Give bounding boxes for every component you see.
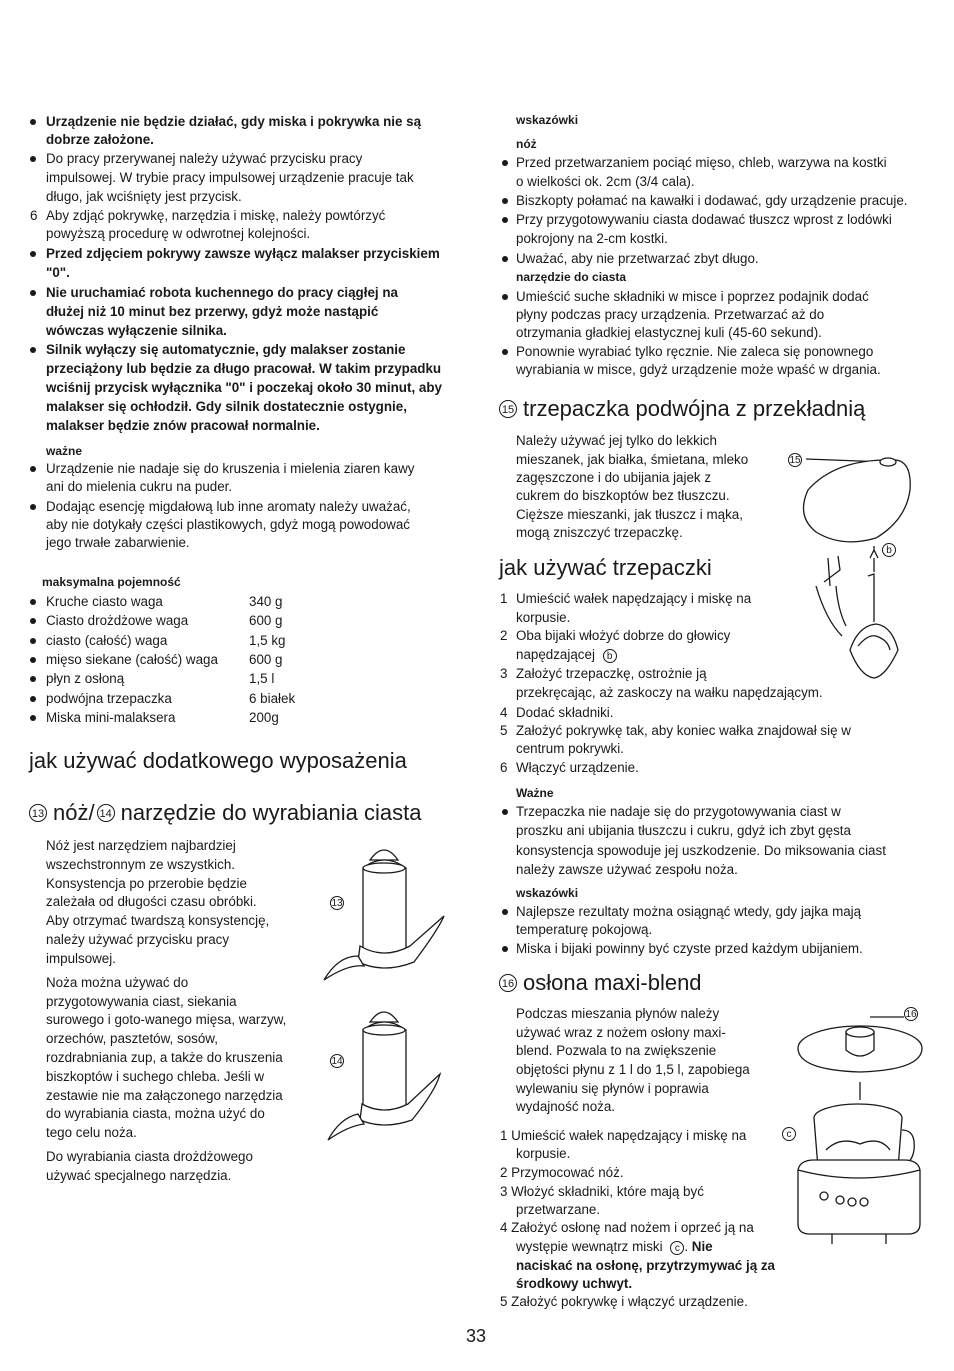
text-line: 1 Umieścić wałek napędzający i miskę na: [500, 1128, 747, 1143]
capacity-value: 1,5 l: [249, 671, 275, 686]
warning-line: Silnik wyłączy się automatycznie, gdy malakser zostanie: [46, 342, 406, 357]
page-number: 33: [466, 1326, 487, 1346]
text-line: cukrem do biszkoptów bez tłuszczu.: [516, 488, 730, 503]
accessories-heading: jak używać dodatkowego wyposażenia: [29, 748, 407, 773]
text-line: 5 Założyć pokrywkę i włączyć urządzenie.: [500, 1294, 748, 1309]
text-line: Noża można używać do: [46, 975, 189, 990]
capacity-value: 600 g: [249, 613, 283, 628]
text-line: o wielkości ok. 2cm (3/4 cala).: [516, 174, 695, 189]
text-line: biszkoptów i suchego chleba. Jeśli w: [46, 1069, 265, 1084]
text-line: impulsowej.: [46, 951, 116, 966]
section-label: nóż: [516, 137, 537, 151]
bullet: [502, 349, 508, 355]
bullet: [30, 715, 36, 721]
text-line: korpusie.: [516, 1146, 571, 1161]
text-line: używać specjalnego narzędzia.: [46, 1168, 232, 1183]
bullet: [30, 696, 36, 702]
bullet: [30, 290, 36, 296]
warning-line: Przed zdjęciem pokrywy zawsze wyłącz malakser przyciskiem: [46, 246, 440, 261]
text-line: mogą zniszczyć trzepaczkę.: [516, 525, 683, 540]
step-number: 5: [500, 723, 508, 738]
text-line: otrzymania gładkiej elastycznej kuli (45-60 sekund).: [516, 325, 822, 340]
bullet: [30, 618, 36, 624]
text-line: Aby otrzymać twardszą konsystencję,: [46, 913, 270, 928]
text-line: do wyrabiania ciasta, można użyć do: [46, 1106, 265, 1121]
text-line: surowego i goto-wanego mięsa, warzyw,: [46, 1012, 287, 1027]
number-15-icon: 15: [499, 400, 517, 418]
text-line: długo, jak wciśnięty jest przycisk.: [46, 189, 242, 204]
number-14-icon: 14: [97, 804, 115, 822]
maxi-blend-illustration: [790, 1010, 940, 1260]
section-label: ważne: [46, 444, 83, 458]
text-line: należy zawsze używać zespołu noża.: [516, 862, 738, 877]
label-14-icon: 14: [331, 1056, 343, 1067]
text-line: Przy przygotowywaniu ciasta dodawać tłuszcz wprost z lodówki: [516, 212, 892, 227]
label-13-icon: 13: [331, 898, 343, 909]
text-line: Urządzenie nie nadaje się do kruszenia i mielenia ziaren kawy: [46, 461, 415, 476]
text-line: proszku ani ubijania tłuszczu i cukru, gdyż ich zbyt gęsta: [516, 823, 851, 838]
text-line: przygotowywania ciast, siekania: [46, 994, 237, 1009]
bullet: [30, 638, 36, 644]
step-number: 2: [500, 628, 508, 643]
warning-line: malakser będzie znów pracował normalnie.: [46, 418, 320, 433]
warning-line: wciśnij przycisk wyłącznika "0" i poczekaj około 30 minut, aby: [46, 380, 442, 395]
text-line: Umieścić wałek napędzający i miskę na: [516, 591, 752, 606]
warning-line: naciskać na osłonę, przytrzymywać ją za: [516, 1258, 776, 1273]
text-line: Aby zdjąć pokrywkę, narzędzia i miskę, należy powtórzyć: [46, 208, 386, 223]
bullet: [30, 676, 36, 682]
text-line: blend. Pozwala to na zwiększenie: [516, 1043, 717, 1058]
text-line: Nóż jest narzędziem najbardziej: [46, 838, 236, 853]
text-line: Założyć pokrywkę tak, aby koniec wałka znajdował się w: [516, 723, 851, 738]
text-line: korpusie.: [516, 610, 571, 625]
text-line: impulsowej. W trybie pracy impulsowej urządzenie pracuje tak: [46, 170, 414, 185]
text-line: zagęszczone i do ubijania jajek z: [516, 470, 712, 485]
step-number: 4: [500, 705, 508, 720]
text-line: temperaturę pokojową.: [516, 922, 653, 937]
text-line: Ponownie wyrabiać tylko ręcznie. Nie zaleca się ponownego: [516, 344, 874, 359]
step-number: 1: [500, 591, 508, 606]
text-line: Dodać składniki.: [516, 705, 614, 720]
text-line: Podczas mieszania płynów należy: [516, 1006, 720, 1021]
text-line: centrum pokrywki.: [516, 741, 624, 756]
knife-blade-illustration: [318, 838, 448, 988]
capacity-item: Miska mini-malaksera: [46, 710, 176, 725]
section-label: narzędzie do ciasta: [516, 270, 627, 284]
number-16-icon: 16: [499, 974, 517, 992]
text-line: Oba bijaki włożyć dobrze do głowicy: [516, 628, 731, 643]
bullet: [30, 599, 36, 605]
capacity-item: Ciasto drożdżowe waga: [46, 613, 189, 628]
text-line: przekręcając, aż zaskoczy na wałku napędzającym.: [516, 685, 823, 700]
text-line: Cięższe mieszanki, jak tłuszcz i mąka,: [516, 507, 743, 522]
text-line: płyny podczas pracy urządzenia. Przetwarzać aż do: [516, 307, 825, 322]
warning-line: przeciążony lub będzie za długo pracował. W takim przypadku: [46, 361, 442, 376]
capacity-value: 200g: [249, 710, 279, 725]
bullet: [502, 217, 508, 223]
warning-line: dłużej niż 10 minut bez przerwy, gdyż może nastąpić: [46, 304, 379, 319]
text-line: Założyć trzepaczkę, ostrożnie ją: [516, 666, 707, 681]
text-line: jego trwałe zabarwienie.: [46, 535, 190, 550]
warning-line: Urządzenie nie będzie działać, gdy miska i pokrywka nie są: [46, 114, 422, 129]
text-line: wydajność noża.: [516, 1099, 615, 1114]
capacity-value: 6 białek: [249, 691, 296, 706]
text-line: używać wraz z nożem osłony maxi-: [516, 1025, 726, 1040]
bullet: [502, 294, 508, 300]
text-line: pokrojony na 2-cm kostki.: [516, 231, 668, 246]
text-line: rozdrabniania zup, a także do kruszenia: [46, 1050, 283, 1065]
bullet: [502, 946, 508, 952]
label-b-icon: b: [882, 543, 896, 557]
text-line: Najlepsze rezultaty można osiągnąć wtedy, gdy jajka mają: [516, 904, 862, 919]
bullet: [30, 657, 36, 663]
text-line: Włączyć urządzenie.: [516, 760, 639, 775]
text-line: ani do mielenia cukru na puder.: [46, 479, 233, 494]
text-line: zależała od długości czasu obróbki.: [46, 894, 257, 909]
bullet: [502, 909, 508, 915]
text-line: 4 Założyć osłonę nad nożem i oprzeć ją na: [500, 1220, 754, 1235]
text-line: Do pracy przerywanej należy używać przycisku pracy: [46, 151, 363, 166]
text-line: wylewaniu się płynów i poprawia: [516, 1081, 709, 1096]
text-line: Biszkopty połamać na kawałki i dodawać, gdy urządzenie pracuje.: [516, 193, 908, 208]
knife-heading: 13 nóż/ 14 narzędzie do wyrabiania ciasta: [29, 800, 421, 826]
text-line: Dodając esencję migdałową lub inne aromaty należy uważać,: [46, 499, 411, 514]
bullet: [30, 156, 36, 162]
step-number: 6: [500, 760, 508, 775]
text-line: orzechów, pasztetów, sosów,: [46, 1031, 218, 1046]
text-line: przetwarzane.: [516, 1202, 601, 1217]
capacity-item: Kruche ciasto waga: [46, 594, 163, 609]
capacity-item: ciasto (całość) waga: [46, 633, 168, 648]
text-line: napędzającej b: [516, 646, 617, 664]
bullet: [502, 160, 508, 166]
text-line: objętości płynu z 1 l do 1,5 l, zapobiega: [516, 1062, 750, 1077]
text-line: należy używać przycisku pracy: [46, 932, 230, 947]
ref-c-icon: c: [670, 1241, 684, 1255]
text-line: mieszanek, jak białka, śmietana, mleko: [516, 452, 749, 467]
text-line: aby nie dotykały części plastikowych, gdyż mogą powodować: [46, 517, 410, 532]
text-line: Uważać, aby nie przetwarzać zbyt długo.: [516, 251, 759, 266]
how-to-use-whisk-heading: jak używać trzepaczki: [499, 555, 712, 580]
capacity-item: podwójna trzepaczka: [46, 691, 172, 706]
section-label: Ważne: [516, 786, 554, 800]
label-c-icon: c: [782, 1127, 796, 1141]
text-line: Do wyrabiania ciasta drożdżowego: [46, 1149, 253, 1164]
warning-line: wówczas wyłączenie silnika.: [46, 323, 227, 338]
bullet: [502, 256, 508, 262]
text-line: Konsystencja po przerobie będzie: [46, 876, 247, 891]
capacity-value: 600 g: [249, 652, 283, 667]
warning-line: "0".: [46, 265, 70, 280]
bullet: [30, 347, 36, 353]
warning-line: Nie uruchamiać robota kuchennego do pracy ciągłej na: [46, 285, 398, 300]
step-number: 6: [30, 208, 38, 223]
maxi-blend-heading: 16 osłona maxi-blend: [499, 970, 702, 996]
text-line: wyrabiania w misce, gdyż urządzenie może wpaść w drgania.: [516, 362, 881, 377]
bullet: [30, 119, 36, 125]
text-line: występie wewnątrz miski c . Nie: [516, 1239, 713, 1254]
whisk-heading: 15 trzepaczka podwójna z przekładnią: [499, 396, 865, 422]
whisk-illustration: [796, 450, 926, 690]
bullet: [502, 809, 508, 815]
capacity-item: płyn z osłoną: [46, 671, 125, 686]
text-line: Przed przetwarzaniem pociąć mięso, chleb, warzywa na kostki: [516, 155, 887, 170]
number-13-icon: 13: [29, 804, 47, 822]
bullet: [30, 504, 36, 510]
text-line: konsystencja spowoduje jej uszkodzenie. Do miksowania ciast: [516, 843, 886, 858]
text-line: 2 Przymocować nóż.: [500, 1165, 624, 1180]
capacity-title: maksymalna pojemność: [42, 575, 181, 589]
bullet: [502, 198, 508, 204]
label-15-icon: 15: [789, 455, 801, 466]
step-number: 3: [500, 666, 508, 681]
ref-b-icon: b: [603, 649, 617, 663]
capacity-value: 340 g: [249, 594, 283, 609]
dough-tool-illustration: [318, 1000, 448, 1150]
text-line: powyższą procedurę w odwrotnej kolejności.: [46, 226, 311, 241]
text-line: zestawie nie ma załączonego narzędzia: [46, 1088, 283, 1103]
text-line: wszechstronnym ze wszystkich.: [46, 857, 236, 872]
bullet: [30, 466, 36, 472]
warning-line: środkowy uchwyt.: [516, 1276, 633, 1291]
section-label: wskazówki: [516, 113, 579, 127]
capacity-value: 1,5 kg: [249, 633, 286, 648]
warning-line: malakser się ochłodził. Gdy silnik dostatecznie ostygnie,: [46, 399, 407, 414]
section-label: wskazówki: [516, 886, 579, 900]
text-line: 3 Włożyć składniki, które mają być: [500, 1184, 704, 1199]
text-line: Miska i bijaki powinny być czyste przed każdym ubijaniem.: [516, 941, 863, 956]
label-16-icon: 16: [905, 1009, 917, 1020]
text-line: Umieścić suche składniki w misce i poprzez podajnik dodać: [516, 289, 869, 304]
text-line: Należy używać jej tylko do lekkich: [516, 433, 717, 448]
text-line: tego celu noża.: [46, 1125, 137, 1140]
warning-line: dobrze założone.: [46, 132, 154, 147]
text-line: Trzepaczka nie nadaje się do przygotowywania ciast w: [516, 804, 841, 819]
capacity-item: mięso siekane (całość) waga: [46, 652, 218, 667]
bullet: [30, 251, 36, 257]
